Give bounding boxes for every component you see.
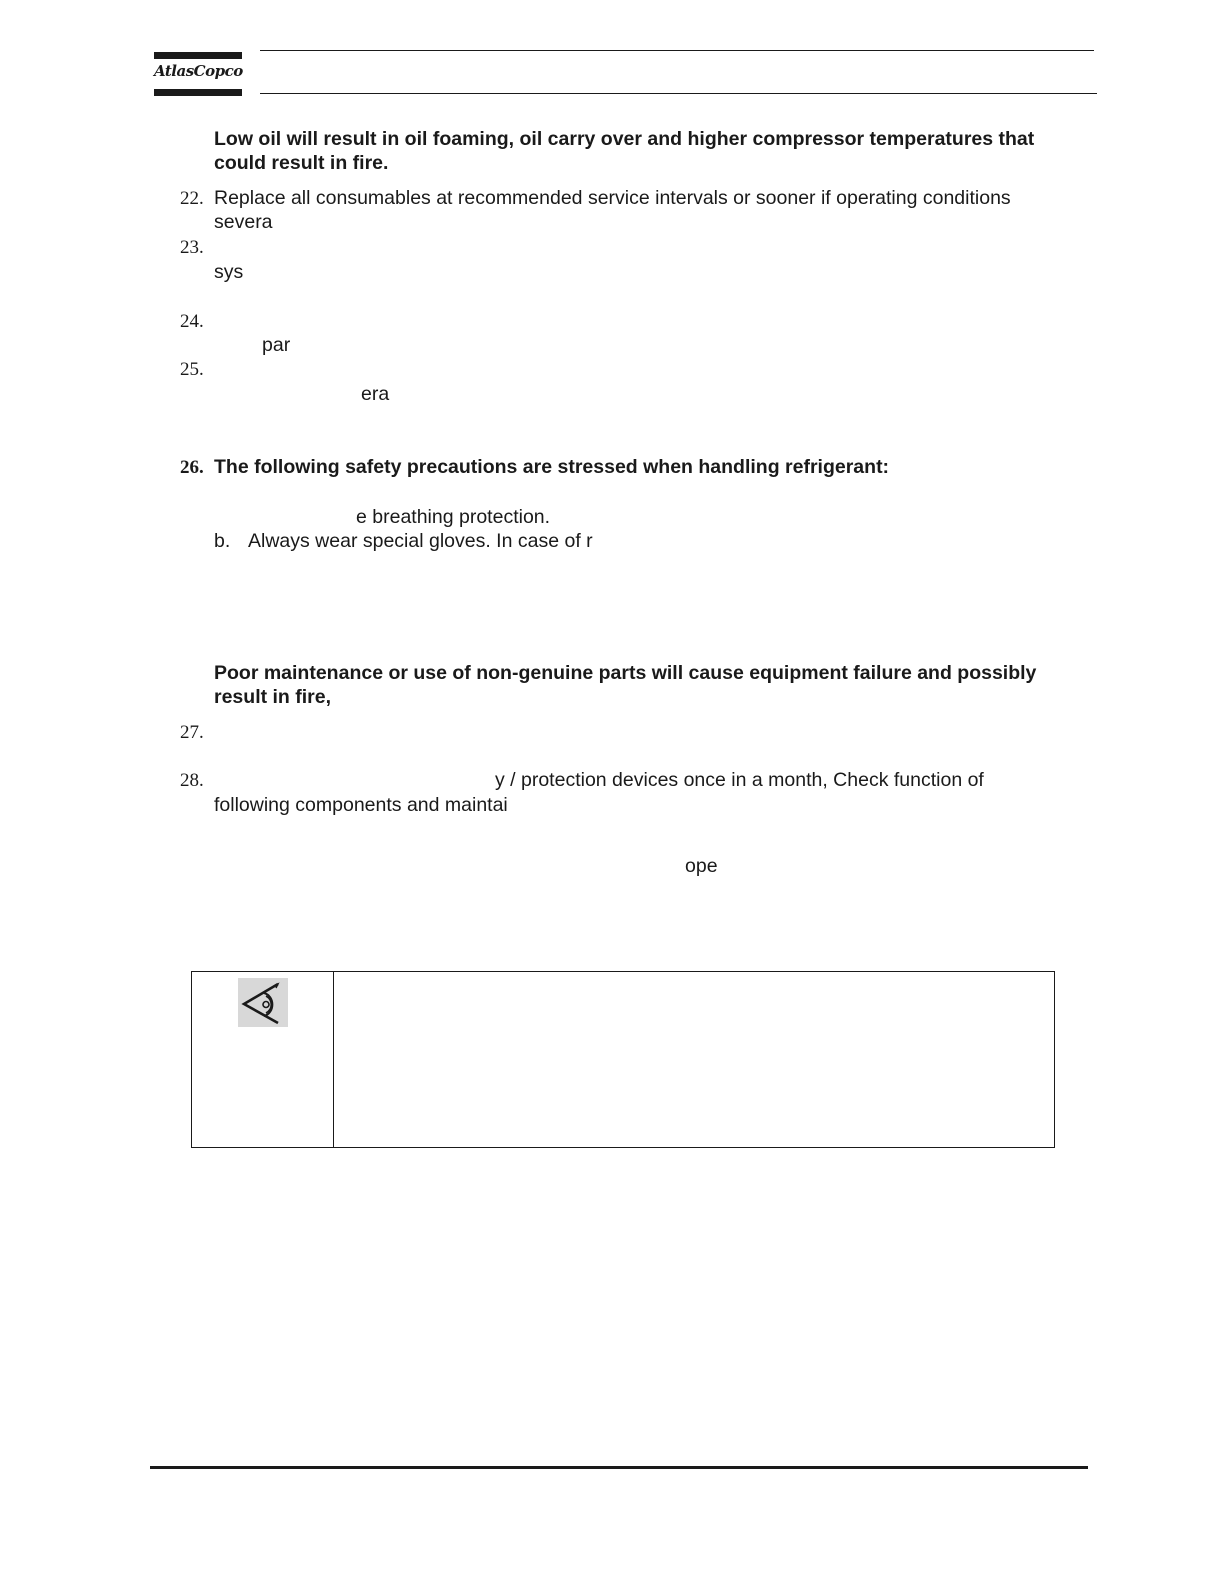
eye-icon: [238, 978, 288, 1027]
item-number-25: 25.: [180, 359, 204, 380]
item-22-line1: Replace all consumables at recommended service intervals or sooner if operating conditions: [214, 187, 1011, 209]
sub-item-a-fragment: e breathing protection.: [356, 506, 551, 528]
sub-item-b-text: Always wear special gloves. In case of r: [248, 530, 593, 552]
warning-low-oil-line2: could result in fire.: [214, 152, 389, 174]
item-23-line2: sys: [214, 261, 244, 283]
item-number-24: 24.: [180, 311, 204, 332]
item-28-line1: y / protection devices once in a month, Check function of: [495, 769, 984, 791]
header-rule-top: [260, 50, 1094, 51]
item-26-heading: The following safety precautions are stressed when handling refrigerant:: [214, 456, 890, 478]
text-fragment-ope: ope: [685, 855, 718, 877]
item-number-22: 22.: [180, 188, 204, 209]
item-number-28: 28.: [180, 770, 204, 791]
warning-maintenance-line1: Poor maintenance or use of non-genuine parts will cause equipment failure and possibly: [214, 662, 1037, 684]
item-number-26: 26.: [180, 457, 204, 478]
item-24-line2: par: [262, 334, 291, 356]
atlas-copco-logo: [154, 52, 242, 96]
item-22-line2: severa: [214, 211, 273, 233]
item-28-line2: following components and maintai: [214, 794, 508, 816]
item-number-23: 23.: [180, 237, 204, 258]
item-25-line2: era: [361, 383, 390, 405]
sub-item-b-marker: b.: [214, 530, 231, 552]
note-box-divider: [333, 972, 334, 1147]
header-rule-bottom: [260, 93, 1097, 94]
warning-maintenance-line2: result in fire,: [214, 686, 332, 708]
warning-low-oil-line1: Low oil will result in oil foaming, oil carry over and higher compressor temperatures that: [214, 128, 1035, 150]
footer-rule: [150, 1466, 1088, 1469]
logo-wordmark: AtlasCopco: [154, 62, 243, 80]
note-box: [191, 971, 1055, 1148]
item-number-27: 27.: [180, 722, 204, 743]
